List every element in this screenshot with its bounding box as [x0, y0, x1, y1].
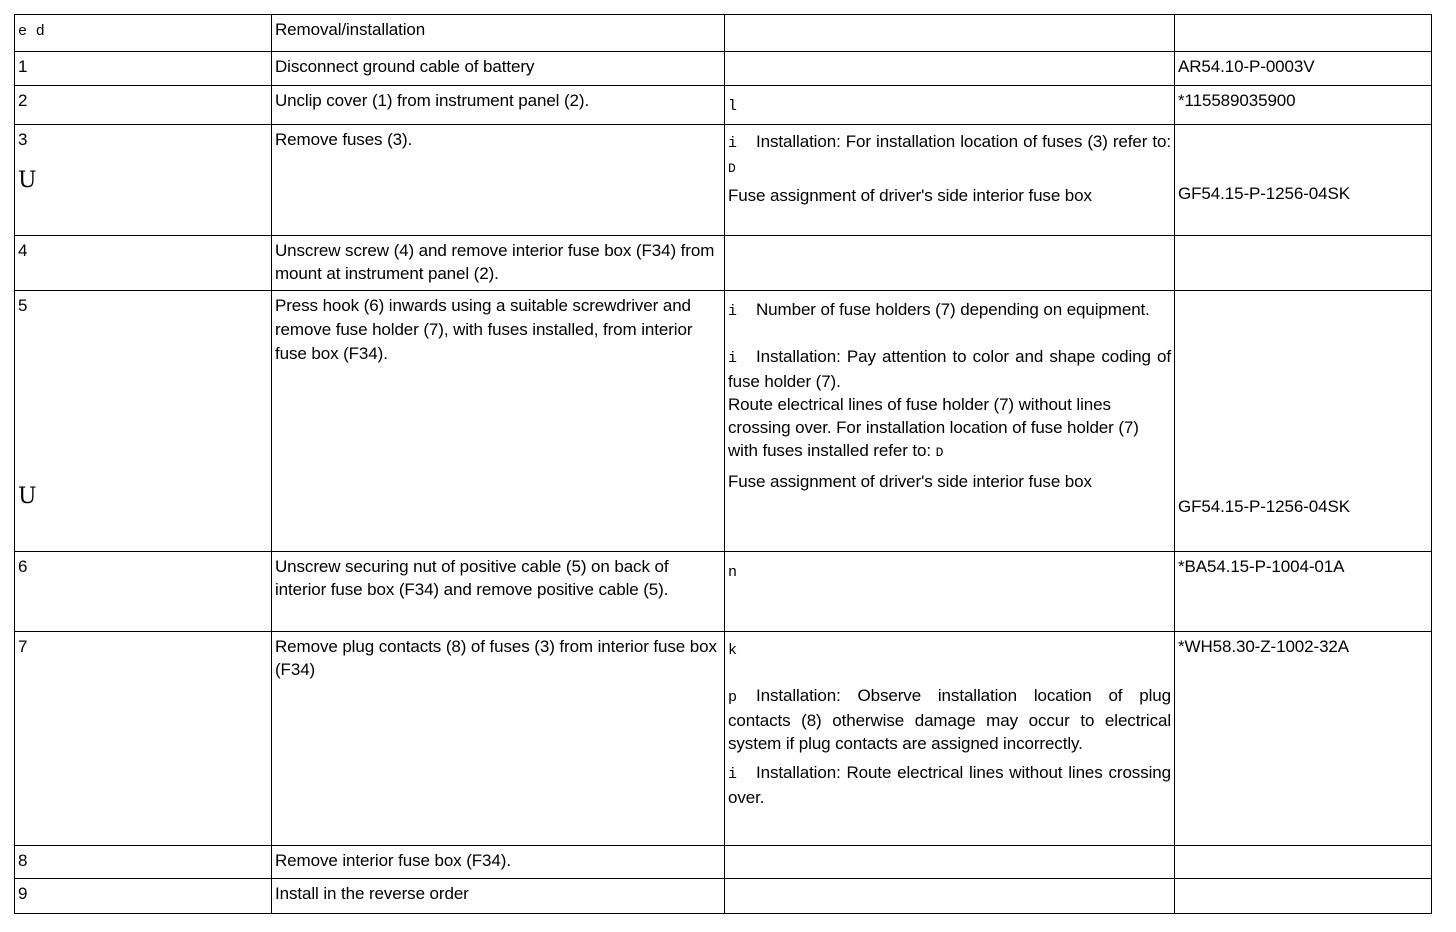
table-row [15, 86, 1432, 125]
step-notes [725, 52, 1175, 86]
step-action: Remove interior fuse box (F34). [272, 846, 725, 879]
step-number: 1 [15, 52, 272, 86]
step-reference [1175, 236, 1432, 291]
reference-link[interactable]: GF54.15-P-1256-04SK [1178, 497, 1350, 516]
installation-note [728, 345, 1171, 393]
info-icon: i [728, 350, 737, 367]
reference-link[interactable]: *BA54.15-P-1004-01A [1178, 557, 1345, 576]
note-text: Route electrical lines of fuse holder (7) without lines crossing over. For installation location of fuse holder (7) with fuses installed refer to: [728, 395, 1139, 460]
step-number: 7 [15, 632, 272, 846]
info-icon: i [728, 135, 737, 152]
step-reference[interactable] [1175, 86, 1432, 125]
step-reference[interactable] [1175, 632, 1432, 846]
note-text: Installation: Route electrical lines without lines crossing over. [728, 763, 1171, 807]
step-reference[interactable] [1175, 52, 1432, 86]
step-notes [725, 552, 1175, 632]
table-row [15, 125, 1432, 236]
table-row [15, 879, 1432, 914]
step-action: Remove plug contacts (8) of fuses (3) from interior fuse box (F34) [272, 632, 725, 846]
step-number: 4 [15, 236, 272, 291]
document-link-icon[interactable]: D [935, 445, 944, 460]
safety-symbol-icon: U [18, 484, 37, 509]
step-number-cell [15, 291, 272, 552]
tool-icon: n [728, 564, 737, 581]
spacer [728, 662, 1171, 684]
tool-icon: l [728, 98, 737, 115]
equipment-note [728, 298, 1171, 323]
reference-link[interactable]: GF54.15-P-1256-04SK [1178, 184, 1350, 203]
step-action: Install in the reverse order [272, 879, 725, 914]
step-notes [725, 291, 1175, 552]
step-notes [725, 879, 1175, 914]
table-row [15, 632, 1432, 846]
step-number: 2 [15, 86, 272, 125]
table-row [15, 236, 1432, 291]
reference-link[interactable]: AR54.10-P-0003V [1178, 57, 1315, 76]
step-reference[interactable] [1175, 125, 1432, 236]
note-text: Installation: Pay attention to color and shape coding of fuse holder (7). [728, 347, 1171, 391]
table-row [15, 846, 1432, 879]
fuse-assignment-link[interactable]: Fuse assignment of driver's side interior fuse box [728, 186, 1092, 205]
document-link-icon[interactable]: D [728, 161, 736, 176]
step-number: 9 [15, 879, 272, 914]
step-notes [725, 846, 1175, 879]
header-col3 [725, 15, 1175, 52]
step-action: Press hook (6) inwards using a suitable screwdriver and remove fuse holder (7), with fuses installed, from interior fuse box (F34). [272, 291, 725, 552]
step-reference [1175, 846, 1432, 879]
info-icon: i [728, 303, 737, 320]
header-col1 [15, 15, 272, 52]
step-number: 5 [18, 296, 28, 315]
step-number-cell [15, 125, 272, 236]
table-row [15, 552, 1432, 632]
step-notes [725, 632, 1175, 846]
step-action: Unscrew screw (4) and remove interior fuse box (F34) from mount at instrument panel (2). [272, 236, 725, 291]
caution-icon: p [728, 689, 737, 706]
header-col4 [1175, 15, 1432, 52]
step-action: Disconnect ground cable of battery [272, 52, 725, 86]
table-header-row [15, 15, 1432, 52]
step-number: 8 [15, 846, 272, 879]
installation-note [728, 130, 1171, 180]
step-action: Unscrew securing nut of positive cable (5) on back of interior fuse box (F34) and remove positive cable (5). [272, 552, 725, 632]
step-notes [725, 236, 1175, 291]
reference-link[interactable]: *WH58.30-Z-1002-32A [1178, 637, 1350, 656]
installation-note [728, 761, 1171, 809]
step-reference[interactable] [1175, 291, 1432, 552]
step-number: 3 [18, 130, 28, 149]
fuse-assignment-link[interactable]: Fuse assignment of driver's side interior fuse box [728, 472, 1092, 491]
step-action: Remove fuses (3). [272, 125, 725, 236]
table-row [15, 291, 1432, 552]
safety-symbol-icon: U [18, 168, 37, 193]
step-action: Unclip cover (1) from instrument panel (2). [272, 86, 725, 125]
step-reference[interactable] [1175, 552, 1432, 632]
routing-note [728, 393, 1171, 464]
header-symbols: e d [18, 23, 45, 40]
note-text: Installation: Observe installation location of plug contacts (8) otherwise damage may occur to electrical system if plug contacts are assigned incorrectly. [728, 686, 1171, 753]
tool-icon: k [728, 642, 737, 659]
note-text: Number of fuse holders (7) depending on equipment. [756, 300, 1150, 319]
spacer [728, 323, 1171, 345]
step-reference [1175, 879, 1432, 914]
note-text: Installation: For installation location of fuses (3) refer to: [756, 132, 1171, 151]
step-notes [725, 125, 1175, 236]
table-row [15, 52, 1432, 86]
info-icon: i [728, 766, 737, 783]
step-notes [725, 86, 1175, 125]
caution-note [728, 684, 1171, 755]
step-number: 6 [15, 552, 272, 632]
header-col2: Removal/installation [272, 15, 725, 52]
reference-link[interactable]: *115589035900 [1178, 91, 1296, 110]
procedure-table [14, 14, 1432, 914]
